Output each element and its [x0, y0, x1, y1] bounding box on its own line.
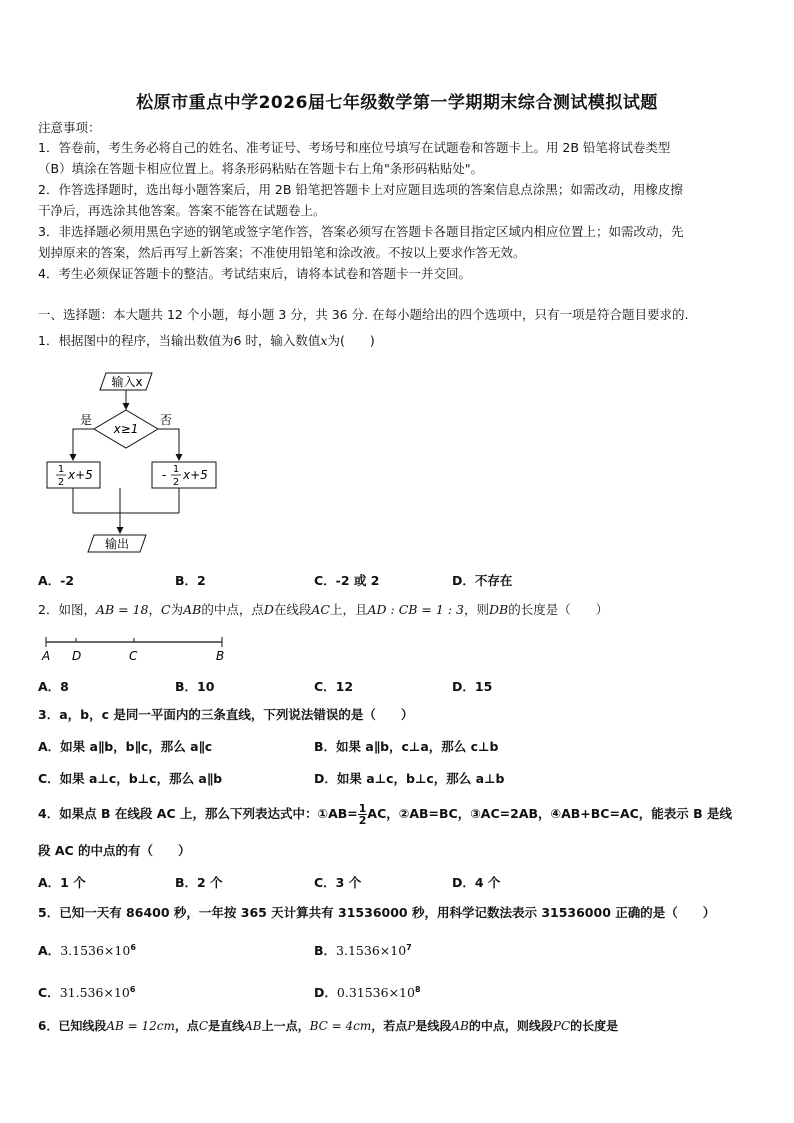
q5-option-d	[314, 983, 421, 1001]
q6-text: 上一点，	[261, 1019, 310, 1033]
q1-stem-text-end: 为( )	[327, 333, 375, 348]
q6-math: AB	[244, 1019, 262, 1033]
q5-option-exp: 6	[129, 984, 136, 994]
q6-text: 的长度是	[570, 1019, 619, 1033]
q2-text: 2．如图，	[38, 602, 96, 617]
question-4-stem-cont: 段 AC 的中点的有（ ）	[38, 843, 191, 858]
q2-math: AC	[311, 602, 330, 617]
q2-segment-figure	[38, 634, 238, 664]
point-c-label: C	[129, 649, 138, 663]
question-2-stem	[38, 601, 608, 619]
q6-text: ，若点	[371, 1019, 408, 1033]
note-line: （B）填涂在答题卡相应位置上。将条形码粘贴在答题卡右上角"条形码粘贴处"。	[38, 161, 484, 176]
question-5-stem: 5．已知一天有 86400 秒，一年按 365 天计算共有 31536000 秒，用科学记数法表示 31536000 正确的是（ ）	[38, 905, 716, 920]
q2-text: 为	[170, 602, 184, 617]
q3-option-b: B．如果 a∥b，c⊥a，那么 c⊥b	[314, 739, 499, 754]
q4-fraction	[358, 803, 368, 826]
question-1-stem	[38, 332, 375, 350]
q3-option-a: A．如果 a∥b，b∥c，那么 a∥c	[38, 739, 213, 754]
flow-no-line	[158, 429, 179, 459]
q1-option-a: A．-2	[38, 573, 75, 588]
q1-stem-text: 1．根据图中的程序，当输出数值为6 时，输入数值	[38, 333, 321, 348]
point-a-label: A	[42, 649, 51, 663]
flow-right-expr: x+5	[183, 468, 208, 482]
question-3-stem: 3．a，b，c 是同一平面内的三条直线，下列说法错误的是（ ）	[38, 707, 414, 722]
q6-math: P	[407, 1019, 416, 1033]
q5-option-value: 31.536×10	[59, 985, 130, 1000]
q6-text: 是直线	[208, 1019, 245, 1033]
q5-option-value: 3.1536×10	[336, 943, 407, 958]
q2-math: AD : CB = 1 : 3	[367, 602, 464, 617]
q2-text: 在线段	[273, 602, 312, 617]
q6-math: PC	[552, 1019, 571, 1033]
flow-right-frac-den: 2	[172, 477, 180, 488]
q2-math: C	[161, 602, 171, 617]
q4-option-c: C．3 个	[314, 875, 362, 890]
note-line: 4．考生必须保证答题卡的整洁。考试结束后，请将本试卷和答题卡一并交回。	[38, 266, 471, 281]
flow-yes-line	[73, 429, 94, 459]
q6-math: BC = 4cm	[309, 1019, 372, 1033]
flow-no-label: 否	[159, 413, 173, 427]
flow-output-label: 输出	[104, 537, 130, 551]
q6-math: AB	[451, 1019, 469, 1033]
q5-option-label: D．	[314, 985, 337, 1000]
q1-option-c: C．-2 或 2	[314, 573, 380, 588]
flow-input-label: 输入x	[111, 375, 143, 389]
q2-text: 的中点，点	[201, 602, 264, 617]
q2-text: 上，且	[329, 602, 368, 617]
flow-right-frac-num: 1	[172, 464, 180, 475]
q2-option-c: C．12	[314, 679, 354, 694]
q5-option-value: 3.1536×10	[60, 943, 131, 958]
notes-heading: 注意事项：	[38, 120, 101, 135]
flow-left-frac-num: 1	[57, 464, 65, 475]
q2-text: ，则	[463, 602, 489, 617]
note-line: 3．非选择题必须用黑色字迹的钢笔或签字笔作答，答案必须写在答题卡各题目指定区域内相应位置上；如需改动，先	[38, 224, 684, 239]
q6-math: C	[198, 1019, 209, 1033]
q3-option-c: C．如果 a⊥c，b⊥c，那么 a∥b	[38, 771, 223, 786]
q2-text: ，	[148, 602, 162, 617]
q2-math: AB = 18	[95, 602, 149, 617]
q2-option-a: A．8	[38, 679, 69, 694]
q4-frac-num: 1	[358, 802, 367, 815]
q1-flowchart	[40, 366, 230, 558]
q5-option-b	[314, 941, 412, 959]
q2-math: DB	[488, 602, 509, 617]
q2-math: D	[263, 602, 274, 617]
q1-option-b: B．2	[175, 573, 206, 588]
q6-text: ，点	[174, 1019, 199, 1033]
question-6-stem	[38, 1017, 618, 1035]
q2-text: 的长度是（ ）	[508, 602, 609, 617]
q2-math: AB	[183, 602, 202, 617]
flow-yes-label: 是	[79, 413, 93, 427]
flow-left-expr: x+5	[68, 468, 93, 482]
q5-option-label: B．	[314, 943, 337, 958]
point-d-label: D	[72, 649, 82, 663]
q6-text: 是线段	[415, 1019, 452, 1033]
q1-variable: x	[320, 333, 328, 348]
q5-option-a	[38, 941, 136, 959]
q1-option-d: D．不存在	[452, 573, 513, 588]
q5-option-label: C．	[38, 985, 60, 1000]
q6-text: 的中点，则线段	[468, 1019, 553, 1033]
note-line: 干净后，再选涂其他答案。答案不能答在试题卷上。	[38, 203, 326, 218]
q4-option-a: A．1 个	[38, 875, 86, 890]
note-line: 1．答卷前，考生务必将自己的姓名、准考证号、考场号和座位号填写在试题卷和答题卡上。用 2B 铅笔将试卷类型	[38, 140, 671, 155]
q6-math: AB = 12cm	[106, 1019, 175, 1033]
page-title: 松原市重点中学2026届七年级数学第一学期期末综合测试模拟试题	[136, 93, 658, 113]
q5-option-label: A．	[38, 943, 61, 958]
q3-option-d: D．如果 a⊥c，b⊥c，那么 a⊥b	[314, 771, 505, 786]
q6-text: 6．已知线段	[38, 1019, 107, 1033]
question-4-stem	[38, 803, 732, 826]
q4-frac-den: 2	[358, 814, 367, 827]
q5-option-c	[38, 983, 135, 1001]
flow-right-minus: -	[162, 468, 167, 482]
note-line: 划掉原来的答案，然后再写上新答案；不准使用铅笔和涂改液。不按以上要求作答无效。	[38, 245, 526, 260]
q2-option-d: D．15	[452, 679, 493, 694]
q5-option-exp: 8	[414, 984, 421, 994]
q4-text: 4．如果点 B 在线段 AC 上，那么下列表达式中：①AB=	[38, 806, 358, 821]
note-line: 2．作答选择题时，选出每小题答案后，用 2B 铅笔把答题卡上对应题目选项的答案信息点涂黑；如需改动，用橡皮擦	[38, 182, 683, 197]
q5-option-value: 0.31536×10	[336, 985, 415, 1000]
flow-condition-label: x≥1	[113, 422, 139, 436]
q4-text: AC，②AB=BC，③AC=2AB，④AB+BC=AC，能表示 B 是线	[367, 806, 733, 821]
q4-option-d: D．4 个	[452, 875, 501, 890]
flow-left-frac-den: 2	[57, 477, 65, 488]
q4-option-b: B．2 个	[175, 875, 223, 890]
q5-option-exp: 7	[406, 942, 412, 952]
q5-option-exp: 6	[130, 942, 136, 952]
point-b-label: B	[216, 649, 225, 663]
q2-option-b: B．10	[175, 679, 215, 694]
section-heading: 一、选择题：本大题共 12 个小题，每小题 3 分，共 36 分. 在每小题给出的四个选项中，只有一项是符合题目要求的.	[38, 307, 689, 322]
